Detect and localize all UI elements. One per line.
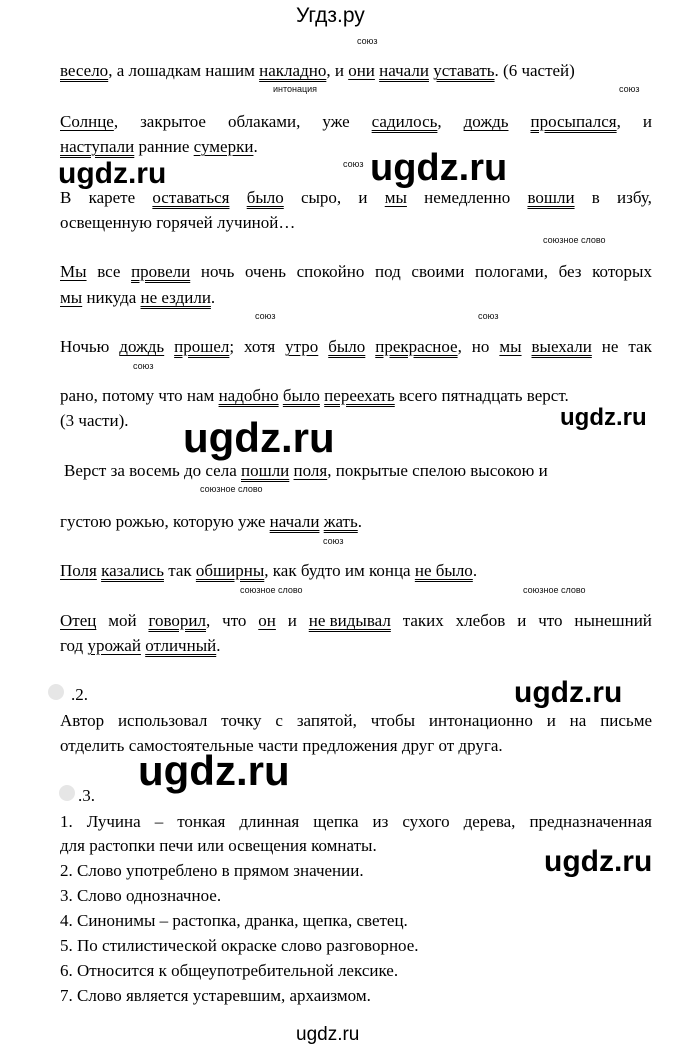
sentence-line: Верст за восемь до села пошли поля, покрытые спелою высокою и [64, 461, 548, 480]
text-fragment: без [558, 262, 582, 281]
text-fragment: облаками, [227, 112, 301, 131]
answer-line: 3. Слово однозначное. [60, 886, 222, 905]
text-fragment: карете [88, 188, 136, 207]
predicate-word: просыпался [530, 112, 617, 131]
text-fragment: так [628, 337, 652, 356]
watermark: ugdz.ru [560, 404, 647, 431]
annotation-label: союз [323, 536, 344, 546]
text-fragment: и [287, 611, 297, 630]
annotation-label: союз [255, 311, 276, 321]
subject-word: Солнце [60, 112, 114, 131]
predicate-word: было [282, 386, 320, 405]
annotation-label: интонация [273, 84, 318, 94]
predicate-word: обширны [195, 561, 265, 580]
subject-word: он [258, 611, 276, 630]
sentence-line: рано, потому что нам надобно было переехать всего пятнадцать верст. [60, 386, 569, 405]
subject-word: дождь [463, 112, 509, 131]
predicate-word: прекрасное [375, 337, 458, 356]
predicate-word: переехать [324, 386, 395, 405]
text-fragment: Ночью [60, 337, 110, 356]
subject-word: поля [293, 461, 328, 480]
sentence-line: год урожай отличный. [60, 636, 221, 655]
sentence-line: освещенную горячей лучиной… [60, 213, 296, 232]
text-fragment: что [222, 611, 247, 630]
text-fragment: все [97, 262, 121, 281]
predicate-word: было [328, 337, 366, 356]
subject-word: Мы [60, 262, 87, 281]
predicate-word: было [246, 188, 284, 207]
predicate-word: не видывал [308, 611, 391, 630]
blurred-number-mark [48, 684, 64, 700]
subject-word: утро [285, 337, 319, 356]
text-fragment: очень [244, 262, 286, 281]
annotation-label: союзное слово [523, 585, 586, 595]
annotation-label: союзное слово [543, 235, 606, 245]
text-fragment: , а лошадкам нашим [108, 61, 260, 80]
subject-word: сумерки [193, 137, 254, 156]
predicate-word: прошел [174, 337, 230, 356]
predicate-word: накладно [259, 61, 327, 80]
answer-line: 2. Слово употреблено в прямом значении. [60, 861, 364, 880]
predicate-word: оставаться [152, 188, 230, 207]
text-fragment: и [517, 611, 527, 630]
predicate-word: не ездили [140, 288, 211, 307]
text-fragment: В [60, 188, 72, 207]
subject-word: мы [384, 188, 407, 207]
subject-word: дождь [119, 337, 165, 356]
answer-line: 5. По стилистической окраске слово разговорное. [60, 936, 419, 955]
predicate-word: надобно [218, 386, 279, 405]
subject-word: Поля [60, 561, 97, 580]
watermark: ugdz.ru [370, 147, 508, 189]
watermark: ugdz.ru [183, 414, 335, 461]
predicate-word: казались [101, 561, 164, 580]
sentence-line: наступали ранние сумерки. [60, 137, 258, 156]
annotation-label: союзное слово [200, 484, 263, 494]
predicate-word: жать [323, 512, 358, 531]
sentence-line: Солнце, закрытое облаками, уже садилось, дождь просыпался, и [60, 112, 652, 131]
predicate-word: пошли [241, 461, 290, 480]
predicate-word: начали [269, 512, 320, 531]
predicate-word: провели [131, 262, 191, 281]
watermark: ugdz.ru [514, 676, 623, 709]
text-fragment: но [471, 337, 490, 356]
predicate-word: отличный [145, 636, 217, 655]
annotation-label: союз [133, 361, 154, 371]
subject-word: мы [60, 288, 83, 307]
predicate-word: выехали [531, 337, 592, 356]
predicate-word: весело [60, 61, 109, 80]
predicate-word: говорил [148, 611, 207, 630]
text-fragment: спокойно [296, 262, 365, 281]
subject-word: урожай [87, 636, 141, 655]
text-fragment: и [642, 112, 652, 131]
text-fragment: что [538, 611, 563, 630]
text-fragment: сыро, [300, 188, 342, 207]
text-fragment: , и [326, 61, 349, 80]
text-fragment: таких [402, 611, 444, 630]
watermark: ugdz.ru [58, 157, 167, 190]
predicate-word: вошли [527, 188, 575, 207]
task-number: .3. [78, 786, 95, 805]
answer-line: отделить самостоятельные части предложения друг от друга. [60, 736, 503, 755]
text-fragment: и [358, 188, 368, 207]
text-fragment: ночь [200, 262, 235, 281]
predicate-word: не было [414, 561, 473, 580]
site-title: Угдз.ру [296, 4, 365, 27]
answer-line: 1. Лучина – тонкая длинная щепка из сухого дерева, предназначенная [60, 812, 652, 831]
answer-line: 7. Слово является устаревшим, архаизмом. [60, 986, 371, 1005]
predicate-word: уставать [433, 61, 495, 80]
answer-line: Автор использовал точку с запятой, чтобы интонационно и на письме [60, 711, 652, 730]
task-number: .2. [71, 685, 88, 704]
text-fragment: хотя [244, 337, 276, 356]
annotation-label: союз [357, 36, 378, 46]
sentence-line: (3 части). [60, 411, 129, 430]
annotation-label: союз [343, 159, 364, 169]
annotation-label: союз [478, 311, 499, 321]
text-fragment: нынешний [574, 611, 652, 630]
answer-line: 6. Относится к общеупотребительной лексике. [60, 961, 399, 980]
text-fragment: пологами, [474, 262, 548, 281]
answer-line: для растопки печи или освещения комнаты. [60, 836, 377, 855]
sentence-line: мы никуда не ездили. [60, 288, 216, 307]
watermark: ugdz.ru [138, 747, 290, 794]
answer-line: 4. Синонимы – растопка, дранка, щепка, светец. [60, 911, 408, 930]
text-fragment: не [601, 337, 619, 356]
annotation-label: союзное слово [240, 585, 303, 595]
text-fragment: немедленно [424, 188, 511, 207]
text-fragment: мой [108, 611, 137, 630]
sentence-line: Поля казались так обширны, как будто им конца не было. [60, 561, 478, 580]
sentence-line [60, 262, 652, 282]
sentence-line [60, 61, 575, 81]
predicate-word: наступали [60, 137, 135, 156]
text-fragment: хлебов [455, 611, 506, 630]
watermark: ugdz.ru [544, 845, 653, 878]
text-fragment: уже [322, 112, 350, 131]
text-fragment: своими [411, 262, 465, 281]
text-fragment: которых [592, 262, 652, 281]
text-fragment: закрытое [140, 112, 206, 131]
subject-word: мы [499, 337, 522, 356]
text-fragment: в [591, 188, 600, 207]
footer-link[interactable]: ugdz.ru [296, 1024, 360, 1045]
predicate-word: начали [379, 61, 429, 80]
sentence-line [60, 188, 652, 208]
predicate-word: садилось [371, 112, 438, 131]
sentence-line: Отец мой говорил, что он и не видывал таких хлебов и что нынешний [60, 611, 652, 630]
text-fragment: под [375, 262, 401, 281]
text-fragment: избу, [617, 188, 652, 207]
sentence-line: Ночью дождь прошел; хотя утро было прекрасное, но мы выехали не так [60, 337, 652, 356]
annotation-label: союз [619, 84, 640, 94]
blurred-number-mark [59, 785, 75, 801]
subject-word: Отец [60, 611, 97, 630]
sentence-line: густою рожью, которую уже начали жать. [60, 512, 362, 531]
subject-word: они [348, 61, 375, 80]
text-fragment: . (6 частей) [494, 61, 575, 80]
